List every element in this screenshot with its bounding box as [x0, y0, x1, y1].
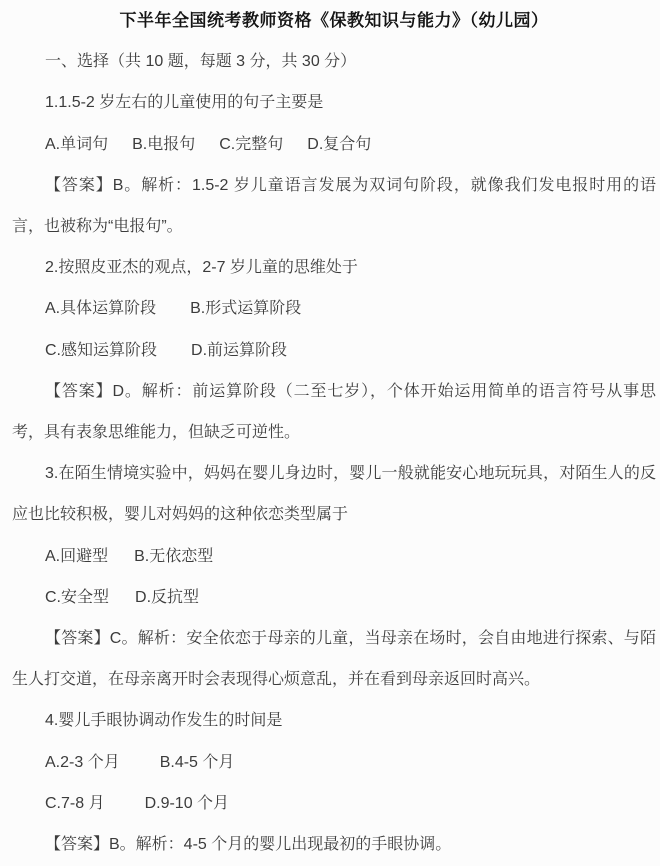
question-3-answer: 【答案】C。解析：安全依恋于母亲的儿童，当母亲在场时，会自由地进行探索、与陌生人打交道，在母亲离开时会表现得心烦意乱，并在看到母亲返回时高兴。: [12, 630, 656, 689]
question-2-option-a: A.具体运算阶段: [45, 300, 157, 318]
question-4-options-row-2: [12, 783, 656, 824]
question-3-options-row-1: [12, 536, 656, 577]
question-4-stem: 4.婴儿手眼协调动作发生的时间是: [45, 712, 283, 730]
question-1-options-row-1: [12, 124, 656, 165]
section-heading: 一、选择（共 10 题，每题 3 分，共 30 分）: [45, 53, 357, 71]
question-4-option-b: B.4-5 个月: [159, 753, 235, 771]
question-3-options-row-2: [12, 577, 656, 618]
question-1-option-a: A.单词句: [45, 135, 109, 153]
question-3-option-c: C.安全型: [45, 588, 110, 606]
question-1-option-b: B.电报句: [132, 135, 196, 153]
page-title: 下半年全国统考教师资格《保教知识与能力》（幼儿园）: [119, 11, 549, 30]
question-4-options-row-1: [12, 742, 656, 783]
question-2-options-row-2: [12, 330, 656, 371]
question-4-answer: 【答案】B。解析：4-5 个月的婴儿出现最初的手眼协调。: [45, 836, 452, 854]
question-3-option-a: A.回避型: [45, 547, 109, 565]
question-4-option-a: A.2-3 个月: [45, 753, 120, 771]
question-2-option-d: D.前运算阶段: [191, 341, 288, 359]
question-2-options-row-1: [12, 288, 656, 329]
question-3-option-b: B.无依恋型: [134, 547, 214, 565]
question-2-stem: 2.按照皮亚杰的观点，2-7 岁儿童的思维处于: [45, 259, 358, 277]
question-4-option-d: D.9-10 个月: [144, 794, 230, 812]
question-3-stem: 3.在陌生情境实验中，妈妈在婴儿身边时，婴儿一般就能安心地玩玩具，对陌生人的反应也比较积极，婴儿对妈妈的这种依恋类型属于: [12, 465, 656, 524]
question-2-answer: 【答案】D。解析：前运算阶段（二至七岁），个体开始运用简单的语言符号从事思考，具有表象思维能力，但缺乏可逆性。: [12, 382, 656, 442]
question-1-option-d: D.复合句: [307, 135, 372, 153]
question-4-option-c: C.7-8 月: [45, 794, 105, 812]
question-2-option-c: C.感知运算阶段: [45, 341, 158, 359]
question-1-answer: 【答案】B。解析：1.5-2 岁儿童语言发展为双词句阶段，就像我们发电报时用的语言，也被称为“电报句”。: [12, 176, 656, 236]
question-1-stem: 1.1.5-2 岁左右的儿童使用的句子主要是: [45, 94, 324, 112]
question-1-option-c: C.完整句: [219, 135, 284, 153]
question-2-option-b: B.形式运算阶段: [190, 300, 302, 318]
question-3-option-d: D.反抗型: [135, 588, 200, 606]
